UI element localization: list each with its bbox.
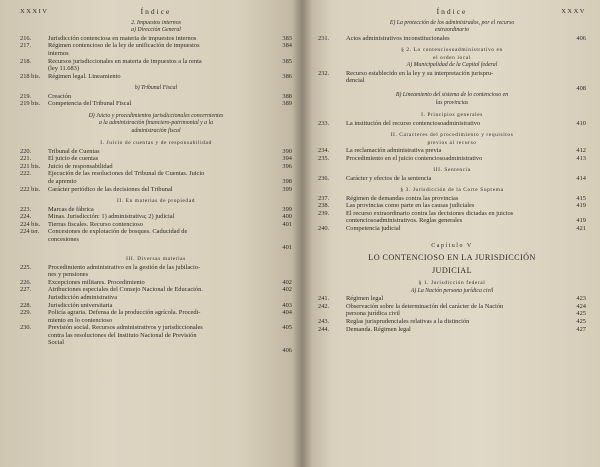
toc-entry-number: 241. (318, 295, 330, 303)
toc-entry-number: 216. (20, 34, 32, 42)
toc-entry-page: 413 (576, 154, 586, 162)
toc-entry (20, 324, 292, 332)
toc-entry-page: 415 (576, 194, 586, 202)
toc-entry-number: 230. (20, 324, 32, 332)
toc-entry-number: 221. (20, 155, 32, 163)
toc-entry (20, 264, 292, 272)
toc-entry-text: La reclamación administrativa previa (346, 147, 442, 155)
toc-entry-page: 405 (282, 324, 292, 332)
toc-entry-text: Demanda. Régimen legal (346, 325, 411, 333)
toc-entry-number: 239. (318, 209, 330, 217)
toc-entry-page: 394 (282, 155, 292, 163)
toc-entry-number: 233. (318, 119, 330, 127)
toc-entry-page: 400 (282, 213, 292, 221)
toc-entry-text: Jurisdicción administrativa (48, 293, 118, 301)
toc-entry (20, 35, 292, 43)
toc-entry-number: 226. (20, 278, 32, 286)
section-subheading: A) Municipalidad de la Capital federal (406, 62, 498, 69)
toc-entry-text: (ley 11.683) (48, 65, 79, 73)
section-subheading: a la administración financiero-patrimonial y a la (98, 120, 214, 127)
toc-entry-page: 408 (576, 84, 586, 92)
toc-entry-page: 383 (282, 34, 292, 42)
toc-entry-text: Reglas jurisprudenciales relativas a la distinción (346, 318, 470, 325)
chapter-title: LO CONTENCIOSO EN LA JURISDICCIÓN (368, 252, 536, 262)
section-subheading: B) Lineamiento del sistema de lo contencioso en (395, 92, 509, 99)
toc-entry-page: 403 (282, 301, 292, 309)
toc-entry-text: Régimen legal (346, 295, 384, 303)
toc-entry-page: 406 (282, 347, 292, 355)
toc-entry-number: 227. (20, 286, 32, 294)
toc-entry-text: Previsión social. Recursos administrativos y jurisdiccionales (48, 324, 203, 332)
toc-entry-continuation (20, 339, 292, 347)
left-header-title: Índice (140, 7, 172, 16)
section-heading: § 2. Lo contenciosoadministrativo en (401, 47, 503, 54)
toc-entry-number: 221 bis. (20, 162, 41, 170)
section-subheading: A) La Nación persona jurídica civil (410, 287, 494, 294)
toc-entry-text: El recurso extraordinario contra las decisiones dictadas en juicios (346, 209, 514, 217)
toc-entry-continuation (20, 332, 292, 340)
toc-entry-continuation (318, 310, 586, 318)
toc-entry-number: 242. (318, 302, 330, 310)
section-subheading: extraordinario (435, 27, 469, 34)
toc-entry (318, 70, 586, 78)
toc-entry-text: internos (48, 50, 69, 57)
toc-entry-number: 224 ter. (20, 228, 40, 236)
right-toc-entries (318, 20, 586, 333)
toc-entry-page: 401 (282, 220, 292, 228)
toc-entry-text: El juicio de cuentas (48, 155, 99, 163)
toc-entry-page: 406 (576, 34, 586, 42)
toc-entry (318, 210, 586, 218)
toc-entry (20, 186, 292, 194)
toc-entry-text: Concesiones de explotación de bosques. Caducidad de (48, 228, 188, 236)
toc-entry-text: Las provincias como parte en las causas judiciales (346, 202, 475, 210)
section-heading: I. Principios generales (421, 112, 483, 119)
toc-entry-page: 401 (282, 243, 292, 251)
section-subheading: E) La protección de los administrados, por el recurso (389, 20, 515, 26)
toc-entry-text: Jurisdicción contenciosa en materia de impuestos internos (48, 34, 197, 42)
toc-entry-page: 419 (576, 217, 586, 225)
section-heading: II. Caracteres del procedimiento y requisitos (390, 132, 514, 139)
toc-entry (20, 286, 292, 294)
toc-entry-number: 219 bis. (20, 100, 41, 108)
section-subheading: D) Juicio y procedimientos jurisdiccionales concernientes (88, 112, 224, 119)
toc-entry (20, 309, 292, 317)
toc-entry-text: Jurisdicción universitaria (48, 301, 113, 309)
toc-entry-continuation (20, 236, 292, 244)
toc-entry (20, 279, 292, 287)
toc-entry-page: 386 (282, 72, 292, 80)
toc-entry-number: 218. (20, 57, 32, 65)
book-gutter-shadow (292, 0, 312, 467)
toc-entry-text: contenciosoadministrativos. Reglas generales (346, 217, 463, 225)
toc-entry-page: 423 (576, 295, 586, 303)
toc-entry-text: Marcas de fábrica (48, 205, 94, 213)
toc-entry-continuation (20, 294, 292, 302)
toc-entry (20, 163, 292, 171)
toc-entry-number: 219. (20, 92, 32, 100)
toc-entry-page: 412 (576, 147, 586, 155)
toc-entry-number: 238. (318, 202, 330, 210)
toc-entry-page: 425 (576, 310, 586, 318)
toc-entry-text: Procedimiento administrativo en la gestión de las jubilacio- (48, 263, 201, 271)
toc-entry-text: Carácter periódico de las decisiones del Tribunal (48, 185, 173, 193)
toc-entry (20, 93, 292, 101)
section-subheading: a) Dirección General (131, 27, 181, 34)
toc-entry-page: 388 (282, 92, 292, 100)
toc-entry-text: contra las resoluciones del Instituto Nacional de Previsión (48, 331, 197, 339)
toc-entry (20, 170, 292, 178)
toc-entry-text: Atribuciones especiales del Consejo Nacional de Educación. (48, 286, 203, 294)
toc-entry-page: 402 (282, 286, 292, 294)
toc-entry (318, 295, 586, 303)
left-toc-entries (20, 20, 292, 355)
toc-entry-text: Creación (48, 92, 72, 100)
toc-entry-number: 224 bis. (20, 220, 41, 228)
toc-entry-text: Actos administrativos inconstitucionales (346, 34, 450, 42)
toc-entry-page: 385 (282, 57, 292, 65)
toc-entry-number: 231. (318, 34, 330, 42)
toc-entry (20, 42, 292, 50)
toc-entry-continuation (20, 271, 292, 279)
section-subheading: 2. Impuestos internos (131, 20, 181, 26)
toc-entry (318, 225, 586, 233)
toc-entry-continuation (20, 50, 292, 58)
section-subheading: b) Tribunal Fiscal (134, 85, 178, 92)
toc-entry-page: 384 (282, 42, 292, 50)
toc-entry (20, 244, 292, 252)
toc-entry-page: 404 (282, 309, 292, 317)
toc-entry-page: 399 (282, 205, 292, 213)
toc-entry-text: dencial (346, 77, 365, 85)
toc-entry-text: Régimen contencioso de la ley de unificación de impuestos (48, 42, 200, 50)
toc-entry-text: Régimen de demandas contra las provincias (346, 194, 459, 202)
toc-entry-number: 243. (318, 318, 330, 325)
toc-entry-page: 410 (576, 119, 586, 127)
toc-entry (20, 73, 292, 81)
toc-entry-text: Recursos jurisdiccionales en materia de impuestos a la renta (48, 57, 202, 65)
toc-entry (20, 58, 292, 66)
toc-entry-text: Observación sobre la determinación del carácter de la Nación (346, 302, 504, 310)
section-heading: I. Juicio de cuentas y de responsabilidad (100, 140, 212, 147)
toc-entry (20, 302, 292, 310)
toc-entry-number: 228. (20, 301, 32, 309)
toc-entry-number: 225. (20, 263, 32, 271)
section-heading: II. En materias de propiedad (116, 198, 196, 205)
toc-entry-text: Procedimiento en el juicio contenciosoadministrativo (346, 154, 483, 162)
toc-entry-text: Minas. Jurisdicción: 1) administrativa; 2) judicial (48, 213, 175, 221)
toc-entry-text: Excepciones militares. Procedimiento (48, 278, 145, 286)
toc-entry-page: 414 (576, 174, 586, 182)
toc-entry (318, 326, 586, 334)
toc-entry (20, 221, 292, 229)
right-page-number: XXXV (561, 8, 586, 15)
toc-entry (20, 347, 292, 355)
section-heading: III. Sentencia (433, 167, 471, 174)
chapter-title: JUDICIAL (431, 266, 473, 275)
toc-entry (318, 155, 586, 163)
toc-entry-continuation (20, 317, 292, 325)
toc-entry (318, 195, 586, 203)
section-heading: el orden local (433, 54, 471, 61)
toc-entry-text: Ejecución de las resoluciones del Tribunal de Cuentas. Juicio (48, 170, 205, 178)
right-header-title: Índice (436, 7, 468, 16)
toc-entry-page: 398 (282, 177, 292, 185)
section-heading: III. Diversas materias (126, 256, 186, 263)
right-running-head (318, 6, 586, 20)
toc-entry-number: 232. (318, 69, 330, 77)
toc-entry (318, 318, 586, 326)
toc-entry-page: 421 (576, 225, 586, 232)
toc-entry-number: 236. (318, 174, 330, 182)
toc-entry-number: 244. (318, 325, 330, 333)
toc-entry (20, 213, 292, 221)
toc-entry-page: 402 (282, 278, 292, 286)
toc-entry-page: 389 (282, 100, 292, 108)
section-heading: § 3. Jurisdicción de la Corte Suprema (400, 187, 504, 194)
toc-entry (20, 155, 292, 163)
section-heading: § 1. Jurisdicción federal (418, 280, 486, 287)
toc-entry-page: 427 (576, 325, 586, 333)
toc-entry (20, 148, 292, 156)
toc-entry-number: 217. (20, 42, 32, 50)
toc-entry-text: Tierras fiscales. Recurso contencioso (48, 220, 143, 228)
toc-entry-number: 222 bis. (20, 185, 41, 193)
toc-entry-continuation (318, 217, 586, 225)
toc-entry-text: miento en lo contencioso (48, 316, 113, 324)
toc-entry-number: 237. (318, 194, 330, 202)
toc-entry-text: Recurso establecido en la ley y su interpretación jurispru- (346, 69, 494, 77)
toc-entry (318, 175, 586, 183)
toc-entry-text: persona jurídica civil (346, 310, 400, 318)
toc-entry-text: Competencia judicial (346, 225, 401, 232)
left-running-head (20, 6, 292, 20)
section-subheading: administración fiscal (131, 127, 181, 134)
toc-entry (318, 35, 586, 43)
toc-entry-text: Carácter y efectos de la sentencia (346, 174, 432, 182)
right-page (302, 0, 600, 467)
section-heading: previos al recurso (427, 139, 477, 146)
toc-entry-number: 229. (20, 309, 32, 317)
toc-entry-text: Social (48, 339, 64, 347)
toc-entry-number: 224. (20, 213, 32, 221)
toc-entry-page: 399 (282, 185, 292, 193)
left-page-number: XXXIV (20, 8, 49, 15)
toc-entry-page: 425 (576, 318, 586, 325)
toc-entry (318, 303, 586, 311)
toc-entry-text: La institución del recurso contenciosoadministrativo (346, 119, 481, 127)
toc-entry-text: Tribunal de Cuentas (48, 147, 100, 155)
toc-entry-text: Régimen legal. Lineamiento (48, 72, 121, 80)
chapter-label: Capítulo V (431, 242, 473, 249)
toc-entry-continuation (20, 65, 292, 73)
toc-entry-text: Competencia del Tribunal Fiscal (48, 100, 132, 108)
toc-entry-number: 234. (318, 147, 330, 155)
toc-entry (20, 206, 292, 214)
toc-entry (318, 202, 586, 210)
toc-entry-text: nes y pensiones (48, 271, 89, 279)
toc-entry-number: 223. (20, 205, 32, 213)
toc-entry-number: 220. (20, 147, 32, 155)
toc-entry-page: 396 (282, 162, 292, 170)
toc-entry-text: concesiones (48, 235, 79, 243)
toc-entry-text: Policía agraria. Defensa de la producción agrícola. Procedi- (48, 309, 201, 317)
toc-entry-text: Juicio de responsabilidad (48, 162, 113, 170)
toc-entry (20, 178, 292, 186)
toc-entry-number: 235. (318, 154, 330, 162)
section-subheading: las provincias (435, 99, 469, 106)
toc-entry-page: 419 (576, 202, 586, 210)
toc-entry-page: 390 (282, 147, 292, 155)
toc-entry-text: de apremio (48, 177, 77, 185)
toc-entry-number: 222. (20, 170, 32, 178)
toc-entry (318, 147, 586, 155)
toc-entry (20, 100, 292, 108)
toc-entry-page: 424 (576, 302, 586, 310)
toc-entry (20, 228, 292, 236)
toc-entry (318, 120, 586, 128)
toc-entry-number: 240. (318, 225, 330, 232)
toc-entry-number: 218 bis. (20, 72, 41, 80)
toc-entry-continuation (318, 77, 586, 85)
